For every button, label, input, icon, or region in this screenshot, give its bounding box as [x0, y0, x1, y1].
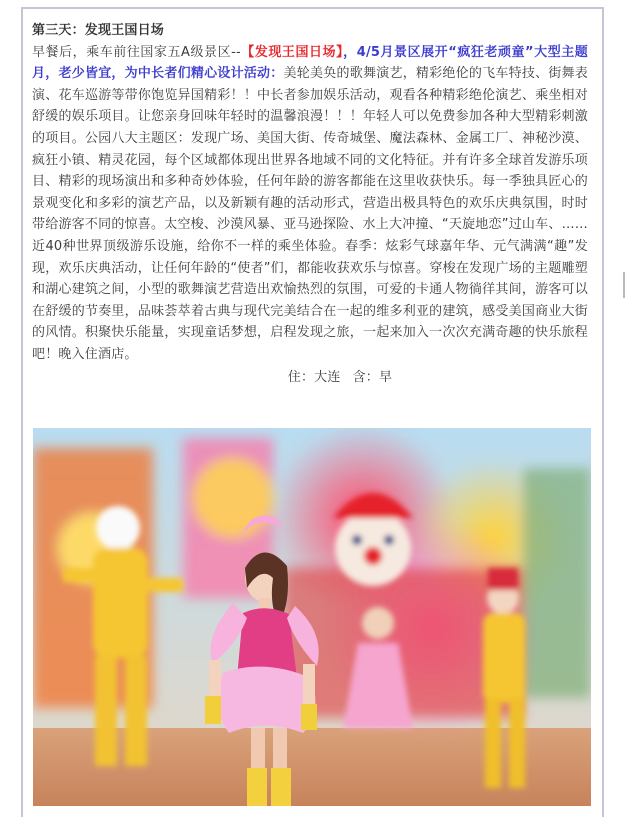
body-text: 美轮美奂的歌舞演艺，精彩绝伦的飞车特技、街舞表演、花车巡游等带你饱览异国精彩！！中长者参加娱乐活动，观看各种精彩绝伦演艺、乘坐相对舒缓的娱乐项目。让您亲身回味年轻时的温馨浪漫！！！年轻人可以免费参加各种大型精彩刺激的项目。公园八大主题区：发现广场、美国大街、传奇城堡、魔法森林、金属工厂、神秘沙漠、疯狂小镇、精灵花园，每个区域都体现出世界各地域不同的文化特征。并有许多全球首发游乐项目、精彩的现场演出和多种奇妙体验，任何年龄的游客都能在这里收获快乐。每一季独具匠心的景观变化和多彩的演艺产品，以及新颖有趣的活动形式，营造出极具特色的欢乐庆典氛围，时时带给游客不同的惊喜。太空梭、沙漠风暴、亚马逊探险、水上大冲撞、“天旋地恋”过山车、……近40种世界顶级游乐设施，给你不一样的乘坐体验。春季：炫彩气球嘉年华、元气满满“趣”发现，欢乐庆典活动，让任何年龄的“使者”们，都能收获欢乐与惊喜。穿梭在发现广场的主题雕塑和湖心建筑之间，小型的歌舞演艺营造出欢愉热烈的氛围，可爱的卡通人物徜徉其间，游客可以在舒缓的节奏里，品味荟萃着古典与现代完美结合在一起的维多利亚的建筑，感受美国商业大街的风情。积聚快乐能量，实现童话梦想，启程发现之旅，一起来加入一次次充满奇趣的快乐旅程吧！晚入住酒店。: [32, 66, 588, 362]
meals-included: 含：早: [352, 369, 393, 385]
theme-month-highlight: 4/5月景区展开“疯狂老顽童”大型主题月，老少皆宜，为中长者们精心设计活动：: [32, 44, 588, 82]
park-name-highlight: 【发现王国日场】: [240, 44, 344, 60]
day-description: [32, 42, 588, 366]
itinerary-day-section: [32, 20, 588, 390]
day-title: 第三天：发现王国日场: [32, 23, 165, 38]
comma-text: ，: [343, 44, 357, 60]
stay-city: 住：大连: [287, 369, 341, 385]
accommodation-line: [32, 366, 588, 390]
intro-text: 早餐后，乘车前往国家五A级景区--: [32, 44, 241, 60]
parade-photo: [33, 428, 591, 806]
